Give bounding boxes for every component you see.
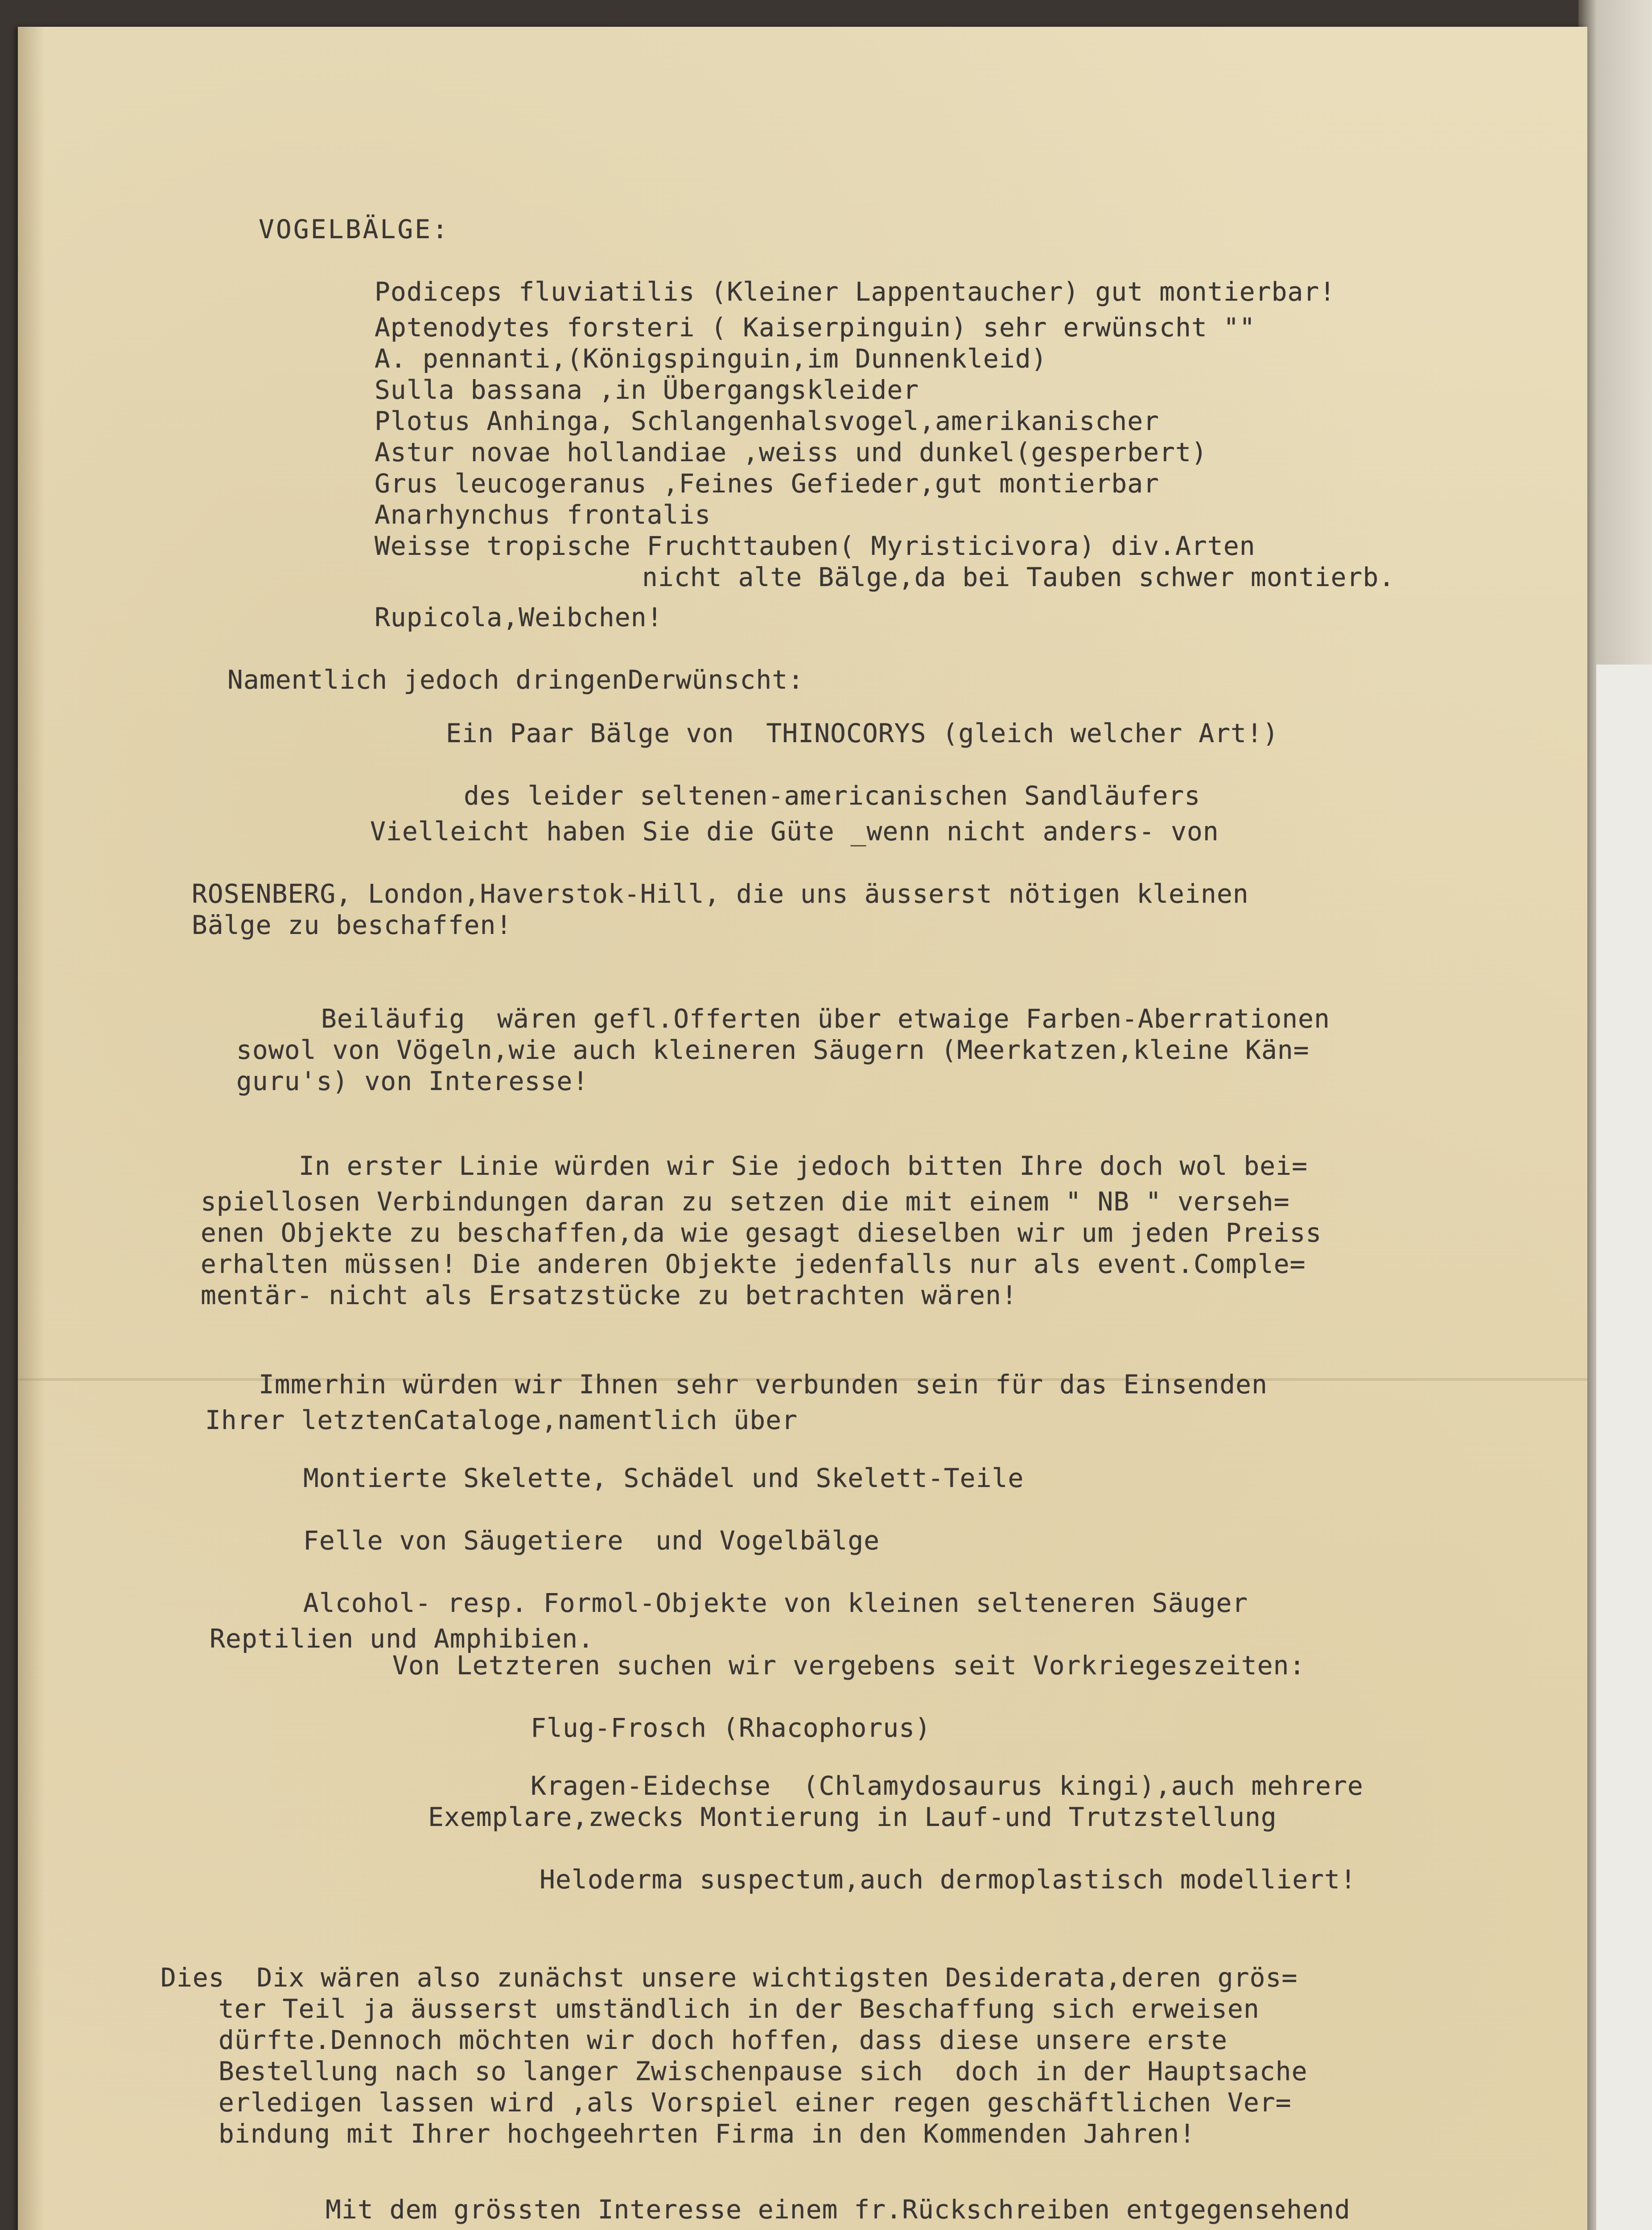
erster-linie-paragraph-line: In erster Linie würden wir Sie jedoch bitten Ihre doch wol bei= — [299, 1151, 1308, 1181]
alcohol-paragraph-line: Von Letzteren suchen wir vergebens seit Vorkriegeszeiten: — [392, 1650, 1306, 1681]
heading-vogelbaelge: VOGELBÄLGE: — [259, 214, 450, 244]
beilaeufig-paragraph-line: Beiläufig wären gefl.Offerten über etwaige Farben-Aberrationen — [321, 1004, 1330, 1034]
closing-line: Mit dem grössten Interesse einem fr.Rückschreiben entgegensehend — [325, 2194, 1351, 2225]
bird-item: Sulla bassana ,in Übergangskleider — [375, 375, 919, 405]
dies-paragraph-line: erledigen lassen wird ,als Vorspiel einer regen geschäftlichen Ver= — [218, 2087, 1292, 2118]
beilaeufig-paragraph-line: sowol von Vögeln,wie auch kleineren Säugern (Meerkatzen,kleine Kän= — [236, 1035, 1310, 1065]
bird-item: Anarhynchus frontalis — [375, 500, 711, 530]
dies-paragraph-line: dürfte.Dennoch möchten wir doch hoffen, dass diese unsere erste — [218, 2025, 1228, 2055]
reptile-item: Flug-Frosch (Rhacophorus) — [531, 1713, 931, 1743]
bird-item-continuation: nicht alte Bälge,da bei Tauben schwer montierb. — [642, 562, 1395, 592]
erster-linie-paragraph-line: enen Objekte zu beschaffen,da wie gesagt dieselben wir um jeden Preiss — [201, 1218, 1322, 1248]
rosenberg-line: Bälge zu beschaffen! — [192, 910, 512, 940]
catalog-item: Felle von Säugetiere und Vogelbälge — [303, 1525, 880, 1556]
typed-letter-page — [18, 27, 1587, 2230]
immerhin-paragraph-line: Ihrer letztenCataloge,namentlich über — [205, 1405, 798, 1435]
dies-paragraph-line: Bestellung nach so langer Zwischenpause sich doch in der Hauptsache — [218, 2056, 1308, 2086]
reptile-item-continuation: Exemplare,zwecks Montierung in Lauf-und Trutzstellung — [428, 1802, 1277, 1832]
dies-paragraph-line: bindung mit Ihrer hochgeehrten Firma in den Kommenden Jahren! — [218, 2118, 1196, 2149]
underlying-white-page — [1596, 665, 1652, 2230]
bird-item: Grus leucogeranus ,Feines Gefieder,gut montierbar — [375, 468, 1160, 499]
reptile-item: Heloderma suspectum,auch dermoplastisch modelliert! — [540, 1864, 1356, 1895]
namentlich-line: Namentlich jedoch dringenDerwünscht: — [227, 665, 804, 695]
dies-paragraph-line: ter Teil ja äusserst umständlich in der Beschaffung sich erweisen — [218, 1994, 1260, 2024]
bird-item: Podiceps fluviatilis (Kleiner Lappentaucher) gut montierbar! — [375, 277, 1336, 307]
thinocorys-description: des leider seltenen-americanischen Sandläufers — [464, 780, 1201, 811]
bird-item: Aptenodytes forsteri ( Kaiserpinguin) sehr erwünscht "" — [375, 312, 1256, 343]
thinocorys-note: Vielleicht haben Sie die Güte _wenn nicht anders- von — [370, 816, 1219, 847]
erster-linie-paragraph-line: spiellosen Verbindungen daran zu setzen die mit einem " NB " verseh= — [201, 1186, 1290, 1217]
bird-item: Plotus Anhinga, Schlangenhalsvogel,amerikanischer — [375, 406, 1160, 436]
erster-linie-paragraph-line: erhalten müssen! Die anderen Objekte jedenfalls nur als event.Comple= — [201, 1249, 1306, 1279]
thinocorys-request: Ein Paar Bälge von THINOCORYS (gleich welcher Art!) — [446, 718, 1279, 748]
alcohol-paragraph-line: Reptilien und Amphibien. — [210, 1623, 594, 1654]
reptile-item: Kragen-Eidechse (Chlamydosaurus kingi),auch mehrere — [531, 1771, 1364, 1801]
bird-item: A. pennanti,(Königspinguin,im Dunnenkleid) — [375, 343, 1047, 374]
dies-paragraph-line: Dies Dix wären also zunächst unsere wichtigsten Desiderata,deren grös= — [161, 1962, 1298, 1993]
erster-linie-paragraph-line: mentär- nicht als Ersatzstücke zu betrachten wären! — [201, 1280, 1018, 1310]
bird-item: Astur novae hollandiae ,weiss und dunkel(gesperbert) — [375, 437, 1207, 467]
beilaeufig-paragraph-line: guru's) von Interesse! — [236, 1066, 589, 1096]
bird-item: Weisse tropische Fruchttauben( Myristicivora) div.Arten — [375, 531, 1256, 561]
catalog-item: Montierte Skelette, Schädel und Skelett-Teile — [303, 1463, 1024, 1493]
immerhin-paragraph-line: Immerhin würden wir Ihnen sehr verbunden sein für das Einsenden — [259, 1369, 1268, 1400]
rosenberg-line: ROSENBERG, London,Haverstok-Hill, die uns äusserst nötigen kleinen — [192, 879, 1249, 909]
alcohol-paragraph-line: Alcohol- resp. Formol-Objekte von kleinen selteneren Säuger — [303, 1588, 1248, 1618]
bird-item: Rupicola,Weibchen! — [375, 602, 663, 632]
